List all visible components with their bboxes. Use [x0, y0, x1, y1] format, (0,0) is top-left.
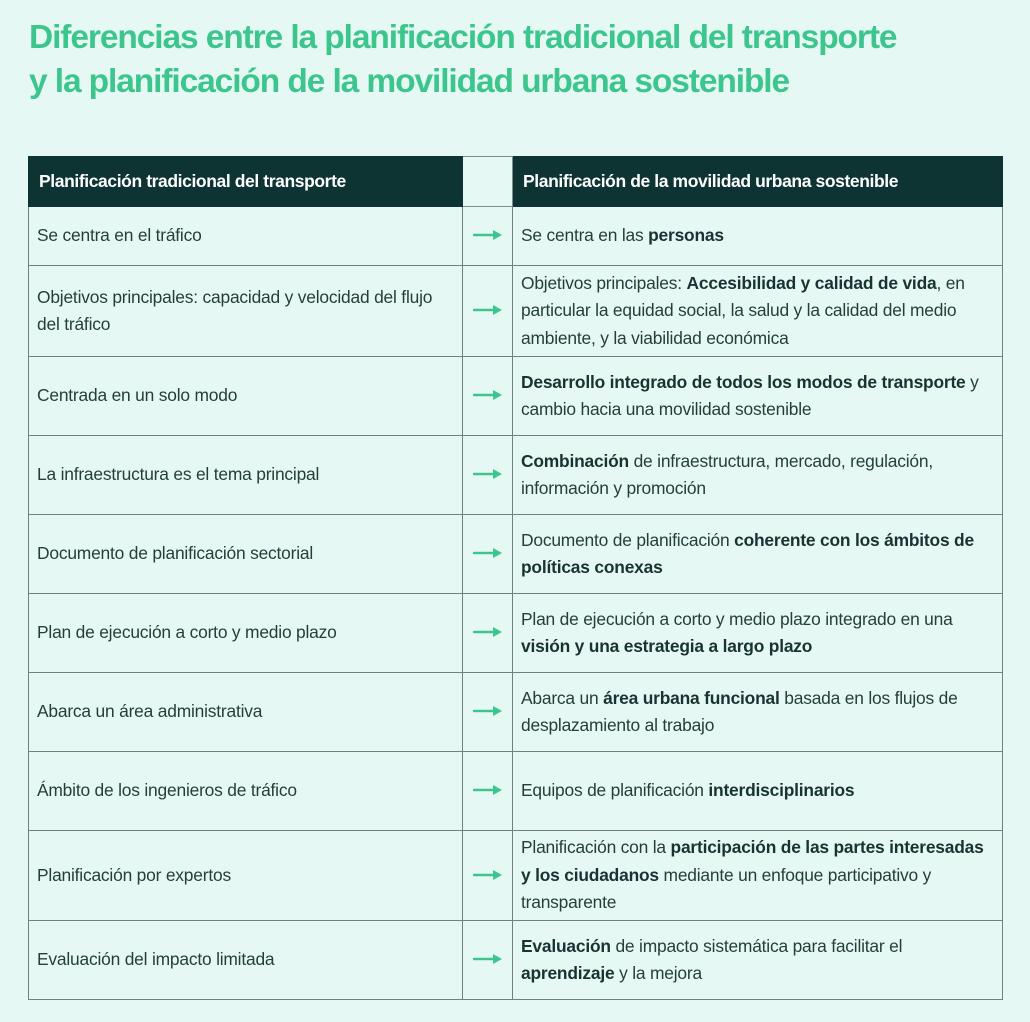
- right-arrow-icon: [473, 389, 503, 401]
- emphasis-text: participación de las partes interesadas y los ciudadanos: [521, 837, 984, 885]
- traditional-cell: Ámbito de los ingenieros de tráfico: [29, 752, 463, 831]
- body-text: mediante un enfoque participativo y transparente: [521, 864, 932, 913]
- body-text: Abarca un: [521, 687, 604, 708]
- right-arrow-icon: [473, 705, 503, 717]
- right-arrow-icon: [473, 626, 503, 638]
- emphasis-text: Accesibilidad y calidad de vida: [686, 272, 937, 293]
- emphasis-text: aprendizaje: [521, 963, 615, 983]
- table-row: [29, 266, 1003, 357]
- right-arrow-icon: [473, 869, 503, 881]
- header-traditional-planning: Planificación tradicional del transporte: [29, 157, 463, 207]
- traditional-cell: La infraestructura es el tema principal: [29, 436, 463, 515]
- traditional-cell: Abarca un área administrativa: [29, 673, 463, 752]
- table-row: [29, 436, 1003, 515]
- table-header-row: [29, 157, 1003, 207]
- table-row: [29, 752, 1003, 831]
- comparison-table: [28, 156, 1003, 1000]
- emphasis-text: coherente con los ámbitos de políticas conexas: [521, 529, 974, 577]
- title-line-1: Diferencias entre la planificación tradicional del transporte: [29, 19, 897, 56]
- table-body: [29, 207, 1003, 1000]
- arrow-cell: [463, 673, 513, 752]
- sustainable-cell: [513, 436, 1003, 515]
- right-arrow-icon: [473, 304, 503, 316]
- right-arrow-icon: [473, 229, 503, 241]
- body-text: y cambio hacia una movilidad sostenible: [521, 371, 979, 419]
- traditional-cell: Evaluación del impacto limitada: [29, 921, 463, 1000]
- body-text: Se centra en las: [521, 225, 649, 246]
- table-row: [29, 207, 1003, 266]
- body-text: de infraestructura, mercado, regulación, información y promoción: [521, 450, 933, 498]
- emphasis-text: visión y una estrategia a largo plazo: [521, 636, 813, 656]
- header-spacer: [463, 157, 513, 207]
- emphasis-text: Evaluación: [521, 935, 611, 956]
- traditional-cell: Centrada en un solo modo: [29, 357, 463, 436]
- arrow-cell: [463, 515, 513, 594]
- table-row: [29, 673, 1003, 752]
- sustainable-cell: [513, 831, 1003, 921]
- right-arrow-icon: [473, 547, 503, 559]
- traditional-cell: Objetivos principales: capacidad y velocidad del flujo del tráfico: [29, 266, 463, 357]
- arrow-cell: [463, 436, 513, 515]
- table-row: [29, 357, 1003, 436]
- arrow-cell: [463, 266, 513, 357]
- traditional-cell: Plan de ejecución a corto y medio plazo: [29, 594, 463, 673]
- arrow-cell: [463, 921, 513, 1000]
- table-row: [29, 594, 1003, 673]
- sustainable-cell: [513, 515, 1003, 594]
- traditional-cell: Planificación por expertos: [29, 831, 463, 921]
- right-arrow-icon: [473, 784, 503, 796]
- emphasis-text: Combinación: [521, 450, 629, 471]
- body-text: Equipos de planificación: [521, 780, 709, 801]
- table-row: [29, 921, 1003, 1000]
- sustainable-cell: [513, 594, 1003, 673]
- title-line-2: y la planificación de la movilidad urbana sostenible: [29, 63, 790, 100]
- table-row: [29, 831, 1003, 921]
- emphasis-text: interdisciplinarios: [708, 780, 855, 801]
- right-arrow-icon: [473, 953, 503, 965]
- page-title: [29, 16, 1009, 104]
- header-sustainable-mobility-planning: Planificación de la movilidad urbana sostenible: [513, 157, 1003, 207]
- arrow-cell: [463, 207, 513, 266]
- emphasis-text: personas: [648, 225, 724, 246]
- traditional-cell: Se centra en el tráfico: [29, 207, 463, 266]
- body-text: basada en los flujos de desplazamiento al trabajo: [521, 687, 958, 735]
- sustainable-cell: [513, 673, 1003, 752]
- right-arrow-icon: [473, 468, 503, 480]
- body-text: Planificación con la: [521, 837, 671, 858]
- emphasis-text: área urbana funcional: [603, 687, 780, 708]
- body-text: Objetivos principales:: [521, 272, 687, 293]
- table-row: [29, 515, 1003, 594]
- arrow-cell: [463, 594, 513, 673]
- body-text: de impacto sistemática para facilitar el: [610, 935, 903, 956]
- arrow-cell: [463, 831, 513, 921]
- sustainable-cell: [513, 207, 1003, 266]
- sustainable-cell: [513, 266, 1003, 357]
- body-text: Plan de ejecución a corto y medio plazo integrado en una: [521, 608, 953, 629]
- arrow-cell: [463, 752, 513, 831]
- body-text: Documento de planificación: [521, 529, 735, 550]
- sustainable-cell: [513, 357, 1003, 436]
- arrow-cell: [463, 357, 513, 436]
- sustainable-cell: [513, 752, 1003, 831]
- body-text: , en particular la equidad social, la salud y la calidad del medio ambiente, y la viabilidad económica: [521, 272, 965, 348]
- emphasis-text: Desarrollo integrado de todos los modos de transporte: [521, 371, 966, 392]
- traditional-cell: Documento de planificación sectorial: [29, 515, 463, 594]
- body-text: y la mejora: [614, 963, 702, 983]
- sustainable-cell: [513, 921, 1003, 1000]
